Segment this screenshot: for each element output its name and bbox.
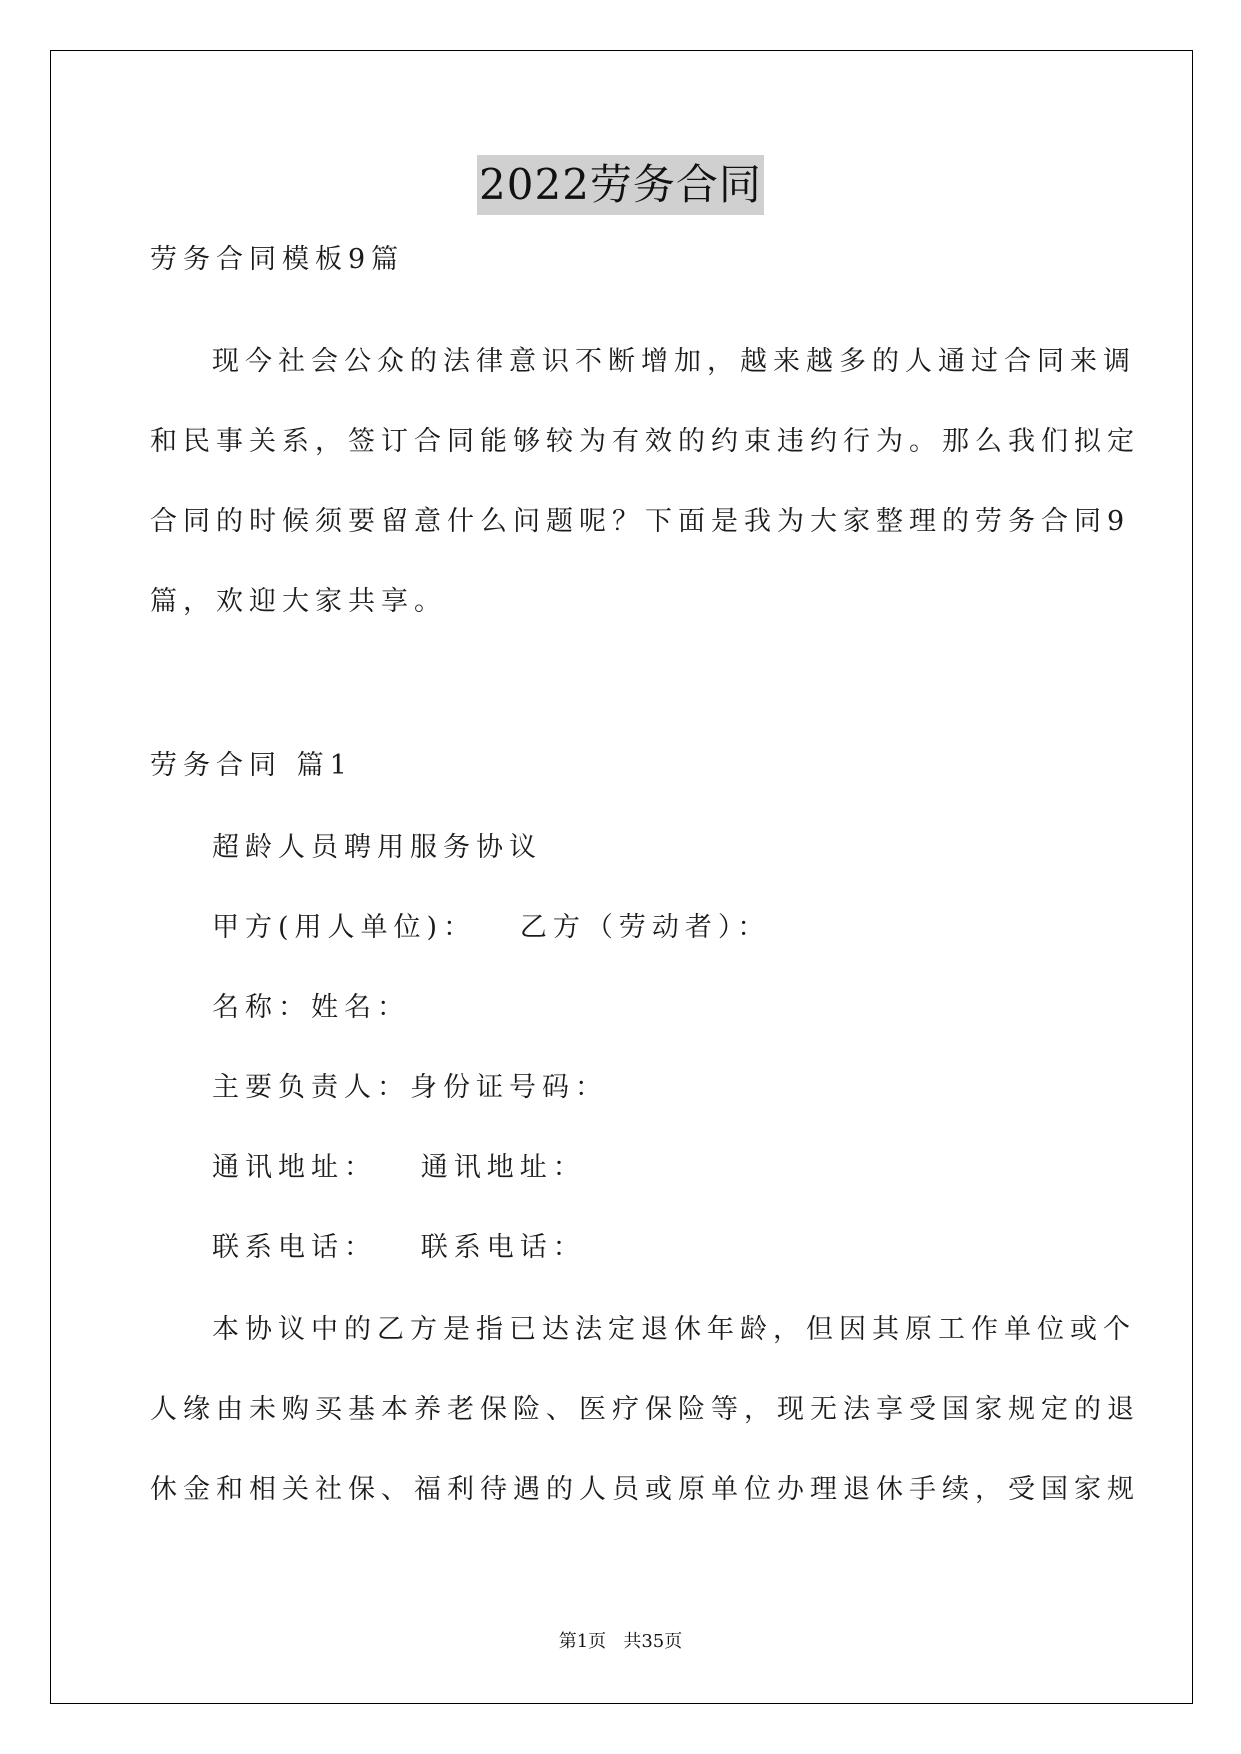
body-line: 休金和相关社保、福利待遇的人员或原单位办理退休手续，受国家规 <box>150 1474 1140 1505</box>
intro-line: 现今社会公众的法律意识不断增加，越来越多的人通过合同来调 <box>212 346 1136 377</box>
field-line-principal: 主要负责人：身份证号码： <box>212 1072 608 1103</box>
field-line-name: 名称：姓名： <box>212 992 410 1023</box>
field-line-address: 通讯地址： 通讯地址： <box>212 1152 586 1183</box>
field-line-parties: 甲方(用人单位)： 乙方（劳动者）： <box>212 912 771 943</box>
field-line-phone: 联系电话： 联系电话： <box>212 1232 586 1263</box>
document-title: 2022劳务合同 <box>477 155 764 215</box>
page-footer: 第1页 共35页 <box>558 1631 683 1652</box>
title-container <box>0 155 1241 215</box>
agreement-title: 超龄人员聘用服务协议 <box>212 832 542 863</box>
page-border <box>50 50 1193 1704</box>
body-line: 人缘由未购买基本养老保险、医疗保险等，现无法享受国家规定的退 <box>150 1394 1140 1425</box>
intro-line: 篇，欢迎大家共享。 <box>150 586 447 617</box>
body-line: 本协议中的乙方是指已达法定退休年龄，但因其原工作单位或个 <box>212 1314 1136 1345</box>
section-heading: 劳务合同 篇1 <box>150 750 353 781</box>
document-subtitle: 劳务合同模板9篇 <box>150 244 405 275</box>
intro-line: 和民事关系，签订合同能够较为有效的约束违约行为。那么我们拟定 <box>150 426 1140 457</box>
intro-line: 合同的时候须要留意什么问题呢？下面是我为大家整理的劳务合同9 <box>150 506 1131 537</box>
